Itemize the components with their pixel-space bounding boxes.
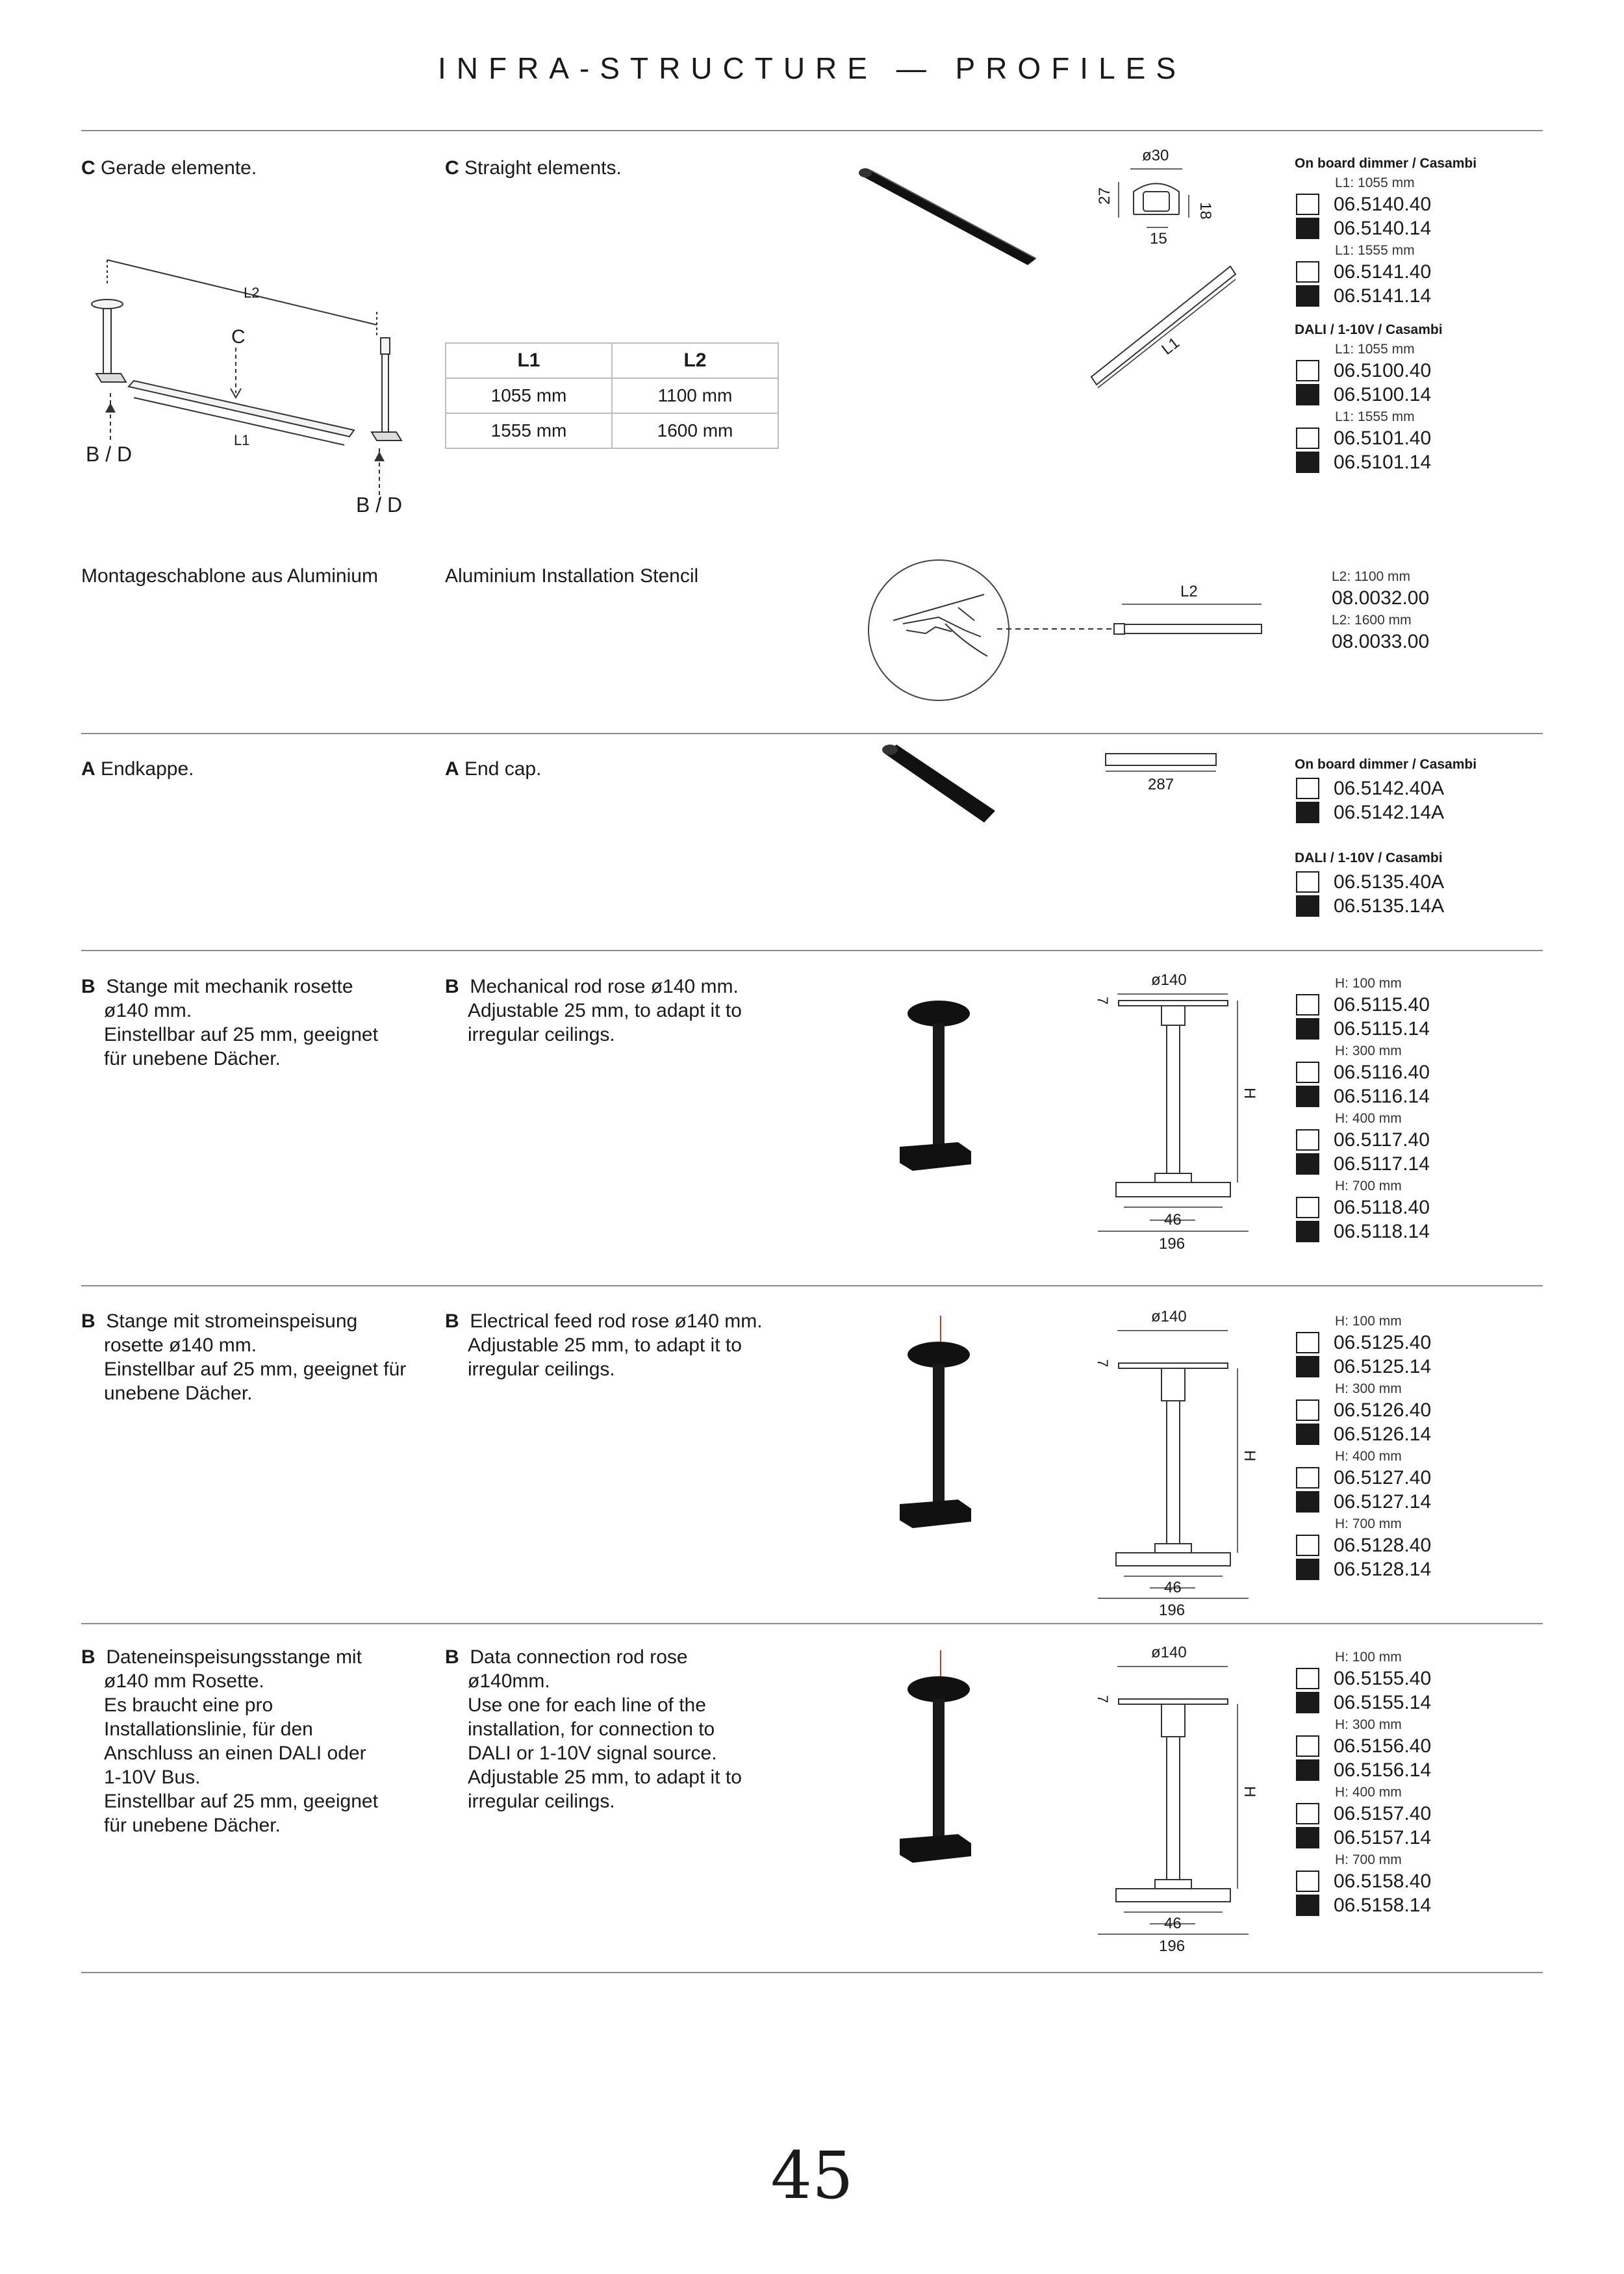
white-swatch: [1296, 778, 1319, 799]
divider: [81, 1972, 1543, 1973]
table-cell: 1100 mm: [612, 378, 778, 413]
black-swatch: [1296, 218, 1319, 239]
mech-de-text: B Stange mit mechanik rosette ø140 mm. Einstellbar auf 25 mm, geeignet für unebene Dächer.: [81, 976, 378, 1069]
black-swatch: [1296, 285, 1319, 307]
svg-text:46: 46: [1164, 1579, 1182, 1596]
white-swatch: [1296, 261, 1319, 283]
page-number: 45: [770, 2138, 854, 2214]
elec-en-text: B Electrical feed rod rose ø140 mm. Adjustable 25 mm, to adapt it to irregular ceilings.: [445, 1310, 763, 1380]
table-header-l1: L1: [446, 343, 612, 378]
svg-text:7: 7: [1095, 1359, 1111, 1368]
black-swatch: [1296, 1692, 1319, 1713]
code-row: 06.5115.40: [1296, 993, 1430, 1017]
data-rod-render: [896, 1650, 987, 1865]
endcap-render: [877, 741, 1000, 825]
code-row: 06.5116.40: [1296, 1060, 1430, 1084]
code-row: 06.5156.40: [1296, 1734, 1431, 1758]
stencil-codes: L2: 1100 mm 08.0032.00 L2: 1600 mm 08.0033.00: [1332, 569, 1430, 652]
table-cell: 1055 mm: [446, 378, 612, 413]
svg-text:ø30: ø30: [1142, 147, 1169, 164]
code-row: 06.5142.40A: [1296, 776, 1477, 800]
table-header-l2: L2: [612, 343, 778, 378]
stencil-drawing: [867, 559, 1296, 708]
black-swatch: [1296, 1086, 1319, 1107]
white-swatch: [1296, 1062, 1319, 1083]
code-row: 06.5118.40: [1296, 1195, 1430, 1220]
divider: [81, 1623, 1543, 1624]
code-row: 06.5117.40: [1296, 1128, 1430, 1152]
code-row: 06.5125.40: [1296, 1331, 1431, 1355]
black-swatch: [1296, 1018, 1319, 1040]
white-swatch: [1296, 428, 1319, 449]
svg-text:ø140: ø140: [1151, 971, 1187, 989]
divider: [81, 950, 1543, 951]
code-row: 06.5135.14A: [1296, 894, 1477, 918]
data-de-text: B Dateneinspeisungsstange mit ø140 mm Rosette. Es braucht eine pro Installationslinie, für den Anschluss an einen DALI oder 1-10V Bus. Einstellbar auf 25 mm, geeignet für unebene Dächer.: [81, 1646, 378, 1836]
mech-rod-drawing: [1078, 968, 1267, 1260]
white-swatch: [1296, 360, 1319, 381]
code-row: 06.5126.14: [1296, 1422, 1431, 1446]
svg-text:L1: L1: [1158, 334, 1184, 359]
black-swatch: [1296, 1424, 1319, 1445]
black-swatch: [1296, 895, 1319, 917]
straight-codes: On board dimmer / Casambi L1: 1055 mm 06.5140.40 06.5140.14 L1: 1555 mm 06.5141.40 06.5141.14 DALI / 1-10V / Casambi L1: 1055 mm 06.5100.40 06.5100.14 L1: 1555 mm 06.5101.40 06.5101.14: [1295, 156, 1477, 473]
code-row: 06.5142.14A: [1296, 800, 1477, 824]
svg-text:B / D: B / D: [86, 442, 133, 466]
svg-text:18: 18: [1197, 202, 1214, 220]
svg-text:46: 46: [1164, 1211, 1182, 1229]
code-row: 06.5101.40: [1296, 426, 1477, 450]
black-swatch: [1296, 1491, 1319, 1513]
code-row: 06.5127.40: [1296, 1466, 1431, 1490]
table-row: [446, 413, 778, 448]
svg-text:H: H: [1241, 1450, 1258, 1462]
divider: [81, 733, 1543, 734]
code-row: 06.5157.14: [1296, 1826, 1431, 1850]
black-swatch: [1296, 1559, 1319, 1580]
svg-text:27: 27: [1096, 187, 1113, 205]
black-swatch: [1296, 1759, 1319, 1781]
white-swatch: [1296, 194, 1319, 215]
code-row: 06.5155.40: [1296, 1667, 1431, 1691]
white-swatch: [1296, 1735, 1319, 1757]
code-row: 06.5156.14: [1296, 1758, 1431, 1782]
code-row: 06.5155.14: [1296, 1691, 1431, 1715]
code-row: 06.5128.40: [1296, 1533, 1431, 1557]
svg-text:ø140: ø140: [1151, 1308, 1187, 1325]
code-row: 06.5141.14: [1296, 284, 1477, 308]
straight-de-text: C Gerade elemente.: [81, 157, 257, 179]
white-swatch: [1296, 1467, 1319, 1488]
black-swatch: [1296, 1153, 1319, 1175]
code-row: 06.5100.14: [1296, 383, 1477, 407]
white-swatch: [1296, 1535, 1319, 1556]
length-table: [445, 342, 779, 449]
svg-text:H: H: [1241, 1088, 1258, 1099]
endcap-en-text: A End cap.: [445, 758, 542, 780]
svg-text:15: 15: [1150, 230, 1167, 248]
white-swatch: [1296, 994, 1319, 1016]
endcap-de-text: A Endkappe.: [81, 758, 194, 780]
svg-text:7: 7: [1095, 997, 1111, 1005]
code-row: 06.5115.14: [1296, 1017, 1430, 1041]
svg-text:196: 196: [1159, 1602, 1186, 1619]
divider: [81, 1285, 1543, 1286]
code-row: 06.5158.40: [1296, 1869, 1431, 1893]
stencil-en-text: Aluminium Installation Stencil: [445, 565, 699, 587]
mech-rod-render: [896, 1001, 987, 1176]
profile-section-drawing: [1091, 146, 1241, 419]
code-row: 06.5100.40: [1296, 359, 1477, 383]
white-swatch: [1296, 1668, 1319, 1689]
code-row: 06.5126.40: [1296, 1398, 1431, 1422]
elec-rod-render: [896, 1316, 987, 1530]
endcap-codes: On board dimmer / Casambi 06.5142.40A 06.5142.14A DALI / 1-10V / Casambi 06.5135.40A 06.5135.14A: [1295, 757, 1477, 917]
white-swatch: [1296, 1871, 1319, 1892]
code-row: 06.5157.40: [1296, 1802, 1431, 1826]
svg-text:L1: L1: [234, 432, 250, 448]
data-en-text: B Data connection rod rose ø140mm. Use one for each line of the installation, for connection to DALI or 1-10V signal source. Adjustable 25 mm, to adapt it to irregular ceilings.: [445, 1646, 742, 1812]
elec-codes: H: 100 mm 06.5125.40 06.5125.14 H: 300 mm 06.5126.40 06.5126.14 H: 400 mm 06.5127.40 06.5127.14 H: 700 mm 06.5128.40 06.5128.14: [1296, 1311, 1431, 1581]
code-row: 06.5125.14: [1296, 1355, 1431, 1379]
code-row: 06.5116.14: [1296, 1084, 1430, 1108]
svg-text:7: 7: [1095, 1695, 1111, 1704]
divider: [81, 130, 1543, 131]
code-row: 06.5140.14: [1296, 216, 1477, 240]
page-title: INFRA-STRUCTURE — PROFILES: [437, 51, 1187, 85]
black-swatch: [1296, 802, 1319, 823]
black-swatch: [1296, 1895, 1319, 1916]
code-row: 06.5128.14: [1296, 1557, 1431, 1581]
white-swatch: [1296, 1332, 1319, 1353]
code-row: 06.5135.40A: [1296, 870, 1477, 894]
black-swatch: [1296, 1356, 1319, 1377]
white-swatch: [1296, 1399, 1319, 1421]
svg-text:C: C: [231, 326, 246, 348]
data-rod-drawing: [1078, 1641, 1267, 1955]
svg-text:B / D: B / D: [356, 493, 403, 517]
stencil-de-text: Montageschablone aus Aluminium: [81, 565, 378, 587]
mech-codes: H: 100 mm 06.5115.40 06.5115.14 H: 300 mm 06.5116.40 06.5116.14 H: 400 mm 06.5117.40 06.5117.14 H: 700 mm 06.5118.40 06.5118.14: [1296, 973, 1430, 1244]
svg-text:287: 287: [1148, 776, 1174, 793]
code-row: 06.5158.14: [1296, 1893, 1431, 1917]
svg-text:46: 46: [1164, 1915, 1182, 1932]
elec-rod-drawing: [1078, 1305, 1267, 1619]
code-row: 06.5127.14: [1296, 1490, 1431, 1514]
white-swatch: [1296, 1129, 1319, 1151]
straight-profile-render: [851, 162, 1046, 273]
white-swatch: [1296, 871, 1319, 893]
svg-text:196: 196: [1159, 1235, 1186, 1253]
endcap-drawing: [1104, 750, 1221, 802]
code-row: 06.5141.40: [1296, 260, 1477, 284]
black-swatch: [1296, 384, 1319, 405]
mech-en-text: B Mechanical rod rose ø140 mm. Adjustable 25 mm, to adapt it to irregular ceilings.: [445, 976, 742, 1045]
code-row: 06.5117.14: [1296, 1152, 1430, 1176]
straight-en-text: C Straight elements.: [445, 157, 622, 179]
svg-text:196: 196: [1159, 1937, 1186, 1955]
table-cell: 1555 mm: [446, 413, 612, 448]
table-header-row: [446, 343, 778, 378]
white-swatch: [1296, 1197, 1319, 1218]
code-row: 06.5118.14: [1296, 1220, 1430, 1244]
code-row: 06.5140.40: [1296, 192, 1477, 216]
table-cell: 1600 mm: [612, 413, 778, 448]
data-codes: H: 100 mm 06.5155.40 06.5155.14 H: 300 mm 06.5156.40 06.5156.14 H: 400 mm 06.5157.40 06.5157.14 H: 700 mm 06.5158.40 06.5158.14: [1296, 1647, 1431, 1917]
code-row: 06.5101.14: [1296, 450, 1477, 474]
straight-assembly-diagram: [71, 247, 435, 533]
table-row: [446, 378, 778, 413]
svg-text:L2: L2: [244, 285, 260, 301]
elec-de-text: B Stange mit stromeinspeisung rosette ø140 mm. Einstellbar auf 25 mm, geeignet für unebene Dächer.: [81, 1310, 407, 1404]
black-swatch: [1296, 1827, 1319, 1848]
svg-text:H: H: [1241, 1786, 1258, 1798]
white-swatch: [1296, 1803, 1319, 1824]
svg-text:L2: L2: [1180, 583, 1198, 600]
svg-text:ø140: ø140: [1151, 1644, 1187, 1661]
black-swatch: [1296, 1221, 1319, 1242]
black-swatch: [1296, 452, 1319, 473]
